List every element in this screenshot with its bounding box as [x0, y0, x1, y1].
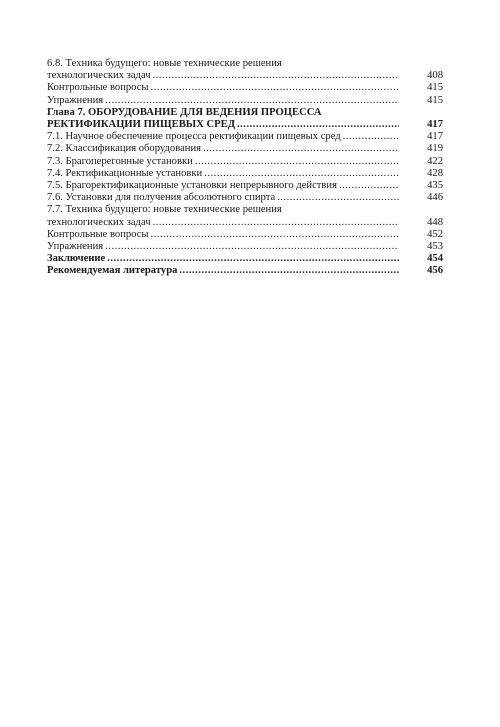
toc-entry: [47, 58, 443, 82]
toc-entry-title: 7.6. Установки для получения абсолютного спирта: [47, 192, 276, 204]
toc-page-number: 446: [427, 192, 443, 204]
toc-page-number: 419: [427, 143, 443, 155]
dot-leader: [203, 143, 399, 155]
toc-entry-title: 7.3. Брагоперегонные установки: [47, 155, 193, 167]
toc-chapter-title-line1: Глава 7. ОБОРУДОВАНИЕ ДЛЯ ВЕДЕНИЯ ПРОЦЕССА: [47, 106, 322, 118]
toc-page-number: 415: [427, 82, 443, 94]
toc-page-number: 456: [427, 265, 443, 277]
toc-conclusion-entry: [47, 253, 443, 265]
toc-entry: [47, 168, 443, 180]
dot-leader: [151, 229, 399, 241]
toc-page-number: 422: [427, 155, 443, 167]
toc-entry-title: Упражнения: [47, 241, 104, 253]
toc-entry-title: 7.2. Классификация оборудования: [47, 143, 201, 155]
dot-leader: [153, 70, 399, 82]
toc-entry-title: технологических задач: [47, 216, 151, 228]
dot-leader: [237, 119, 399, 131]
dot-leader: [153, 217, 399, 229]
dot-leader: [343, 131, 399, 143]
dot-leader: [277, 192, 399, 204]
toc-page-number: 435: [427, 180, 443, 192]
dot-leader: [204, 168, 399, 180]
toc-entry-title: Контрольные вопросы: [47, 228, 149, 240]
toc-page-number: 417: [427, 119, 443, 131]
toc-page-number: 428: [427, 167, 443, 179]
toc-entry: [47, 192, 443, 204]
toc-page-number: 453: [427, 241, 443, 253]
toc-page-number: 417: [427, 131, 443, 143]
toc-chapter-title: РЕКТИФИКАЦИИ ПИЩЕВЫХ СРЕД: [47, 119, 235, 131]
toc-entry-title: Контрольные вопросы: [47, 82, 149, 94]
toc-entry: [47, 156, 443, 168]
toc-entry-title: 7.5. Брагоректификационные установки непрерывного действия: [47, 180, 337, 192]
toc-page-number: 408: [427, 70, 443, 82]
table-of-contents: [47, 58, 443, 278]
toc-entry: [47, 204, 443, 228]
toc-page-number: 454: [427, 253, 443, 265]
toc-page-number: 448: [427, 216, 443, 228]
dot-leader: [151, 82, 399, 94]
toc-entry: [47, 82, 443, 94]
toc-page-number: 452: [427, 228, 443, 240]
toc-entry-title: Упражнения: [47, 94, 104, 106]
dot-leader: [179, 265, 399, 277]
toc-entry: [47, 131, 443, 143]
toc-entry: [47, 241, 443, 253]
dot-leader: [339, 180, 399, 192]
toc-entry: [47, 143, 443, 155]
dot-leader: [107, 253, 399, 265]
toc-entry-title: 7.4. Ректификационные установки: [47, 167, 203, 179]
dot-leader: [105, 95, 399, 107]
toc-entry-title: 7.1. Научное обеспечение процесса ректификации пищевых сред: [47, 131, 341, 143]
toc-references-entry: [47, 265, 443, 277]
toc-page-number: 415: [427, 94, 443, 106]
toc-entry-title-line1: 6.8. Техника будущего: новые технические решения: [47, 58, 282, 69]
toc-entry: [47, 95, 443, 107]
toc-chapter-entry: [47, 107, 443, 131]
toc-entry-title: Рекомендуемая литература: [47, 265, 178, 277]
toc-entry-title-line1: 7.7. Техника будущего: новые технические решения: [47, 204, 282, 216]
toc-entry: [47, 180, 443, 192]
toc-entry-title: Заключение: [47, 253, 106, 265]
dot-leader: [195, 156, 399, 168]
toc-entry: [47, 229, 443, 241]
toc-entry-title: технологических задач: [47, 70, 151, 82]
dot-leader: [105, 241, 399, 253]
